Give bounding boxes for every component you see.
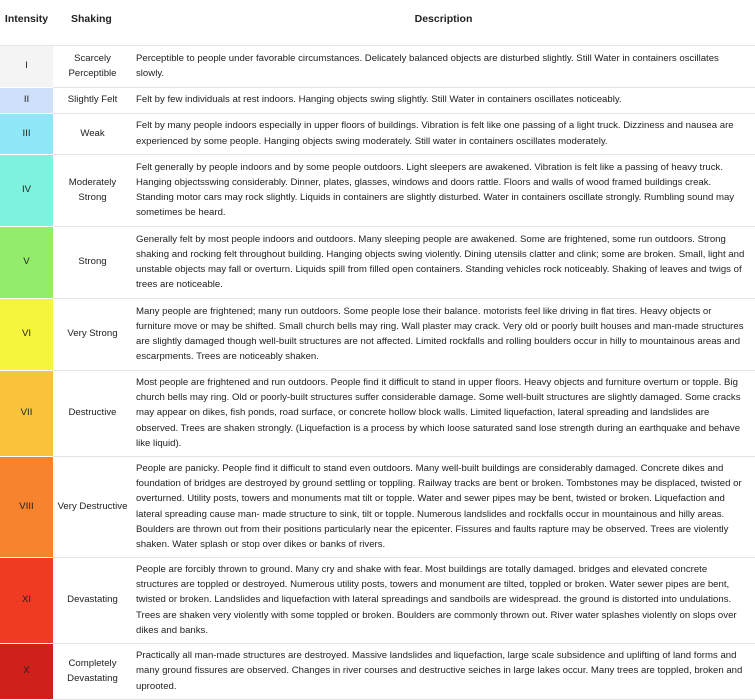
header-intensity: Intensity [0,0,53,45]
description-cell: Practically all man-made structures are destroyed. Massive landslides and liquefaction, large scale subsidence and uplifting of land forms and many ground fissures are observed. Changes in river courses and destructive seiches in large lakes occur. Many trees are toppled, broken and uprooted. [132,643,755,699]
description-cell: People are panicky. People find it difficult to stand even outdoors. Many well-built buildings are considerably damaged. Concrete dikes and foundation of bridges are destroyed by ground settling or toppling. Railway tracks are bent or broken. Tombstones may be displaced, twisted or overturned. Utility posts, towers and monuments mat tilt or topple. Water and sewer pipes may be bent, twisted or broken. Liquefaction and lateral spreading cause man- made structure to sink, tilt or topple. Numerous landslides and rockfalls occur in mountainous and hilly areas. Boulders are thrown out from their positions particularly near the epicenter. Fissures and faults rapture may be observed. Trees are violently shaken. Water splash or stop over dikes or banks of rivers. [132,456,755,557]
description-cell: Many people are frightened; many run outdoors. Some people lose their balance. motorists feel like driving in flat tires. Heavy objects or furniture move or may be shifted. Small church bells may ring. Wall plaster may crack. Very old or poorly built houses and man-made structures are slightly damaged though well-built structures are not affected. Limited rockfalls and rolling boulders occur in hilly to mountainous areas and escarpments. Trees are noticeably shaken. [132,298,755,370]
header-shaking: Shaking [53,0,132,45]
shaking-cell: Moderately Strong [53,154,132,226]
description-cell: Felt by few individuals at rest indoors. Hanging objects swing slightly. Still Water in containers oscillates noticeably. [132,87,755,113]
table-row [0,643,755,699]
table-row [0,45,755,87]
intensity-cell: VI [0,298,53,370]
shaking-cell: Very Destructive [53,456,132,557]
intensity-cell: X [0,643,53,699]
table-row [0,557,755,643]
description-cell: Most people are frightened and run outdoors. People find it difficult to stand in upper floors. Heavy objects and furniture overturn or topple. Big church bells may ring. Old or poorly-built structures suffer considerable damage. Some well-built structures are slightly damaged. Some cracks may appear on dikes, fish ponds, road surface, or concrete hollow block walls. Limited liquefaction, lateral spreading and landslides are observed. Trees are shaken strongly. (Liquefaction is a process by which loose saturated sand lose strength during an earthquake and behave like liquid). [132,370,755,456]
shaking-cell: Weak [53,113,132,154]
table-row [0,226,755,298]
description-cell: Felt generally by people indoors and by some people outdoors. Light sleepers are awakened. Vibration is felt like a passing of heavy truck. Hanging objectsswing considerably. Dinner, plates, glasses, windows and doors rattle. Floors and walls of wood framed buildings creak. Standing motor cars may rock slightly. Liquids in containers are slightly disturbed. Water in containers oscillate strongly. Rumbling sound may sometimes be heard. [132,154,755,226]
table-row [0,370,755,456]
shaking-cell: Destructive [53,370,132,456]
description-cell: Perceptible to people under favorable circumstances. Delicately balanced objects are disturbed slightly. Still Water in containers oscillates slowly. [132,45,755,87]
shaking-cell: Scarcely Perceptible [53,45,132,87]
intensity-cell: VIII [0,456,53,557]
shaking-cell: Slightly Felt [53,87,132,113]
description-cell: People are forcibly thrown to ground. Many cry and shake with fear. Most buildings are totally damaged. bridges and elevated concrete structures are toppled or destroyed. Numerous utility posts, towers and monument are tilted, toppled or broken. Water sewer pipes are bent, twisted or broken. Landslides and liquefaction with lateral spreadings and sandboils are widespread. the ground is distorted into undulations. Trees are shaken very violently with some toppled or broken. Boulders are commonly thrown out. River water splashes violently on slops over dikes and banks. [132,557,755,643]
shaking-cell: Completely Devastating [53,643,132,699]
description-cell: Felt by many people indoors especially in upper floors of buildings. Vibration is felt like one passing of a light truck. Dizziness and nausea are experienced by some people. Hanging objects swing moderately. Still water in containers oscillates moderately. [132,113,755,154]
header-description: Description [132,0,755,45]
shaking-cell: Very Strong [53,298,132,370]
table-row [0,154,755,226]
shaking-cell: Devastating [53,557,132,643]
table-row [0,456,755,557]
intensity-cell: IV [0,154,53,226]
intensity-cell: III [0,113,53,154]
description-cell: Generally felt by most people indoors and outdoors. Many sleeping people are awakened. Some are frightened, some run outdoors. Strong shaking and rocking felt throughout building. Hanging objects swing violently. Dining utensils clatter and clink; some are broken. Small, light and unstable objects may fall or overturn. Liquids spill from filled open containers. Standing vehicles rock noticeably. Shaking of leaves and twigs of trees are noticeable. [132,226,755,298]
table-header-row [0,0,755,45]
table-row [0,298,755,370]
intensity-cell: V [0,226,53,298]
table-row [0,113,755,154]
intensity-cell: VII [0,370,53,456]
intensity-cell: II [0,87,53,113]
shaking-cell: Strong [53,226,132,298]
intensity-cell: XI [0,557,53,643]
intensity-cell: I [0,45,53,87]
table-row [0,87,755,113]
